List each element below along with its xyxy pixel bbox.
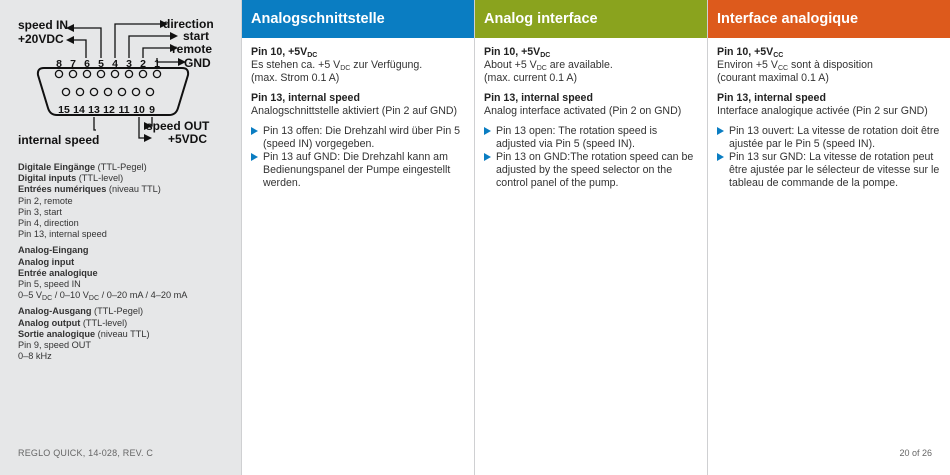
bullet-arrow-icon bbox=[717, 153, 724, 161]
legend-analog-input bbox=[18, 245, 236, 301]
legend-heading: Analog output bbox=[18, 317, 81, 328]
column-german bbox=[242, 0, 474, 475]
pin-number-4: 4 bbox=[112, 58, 118, 70]
pin13-heading: Pin 13, internal speed bbox=[251, 92, 360, 104]
pin13-text: Analog interface activated (Pin 2 on GND) bbox=[484, 105, 682, 117]
pin-number-15: 15 bbox=[58, 104, 70, 116]
legend-heading: Sortie analogique bbox=[18, 328, 96, 339]
bullet-item: Pin 13 on GND:The rotation speed can be adjusted by the speed selector on the control panel of the pump. bbox=[484, 151, 698, 190]
label-internal-speed: internal speed bbox=[18, 133, 100, 147]
pin13-text: Interface analogique activée (Pin 2 sur GND) bbox=[717, 105, 928, 117]
document-id: REGLO QUICK, 14-028, REV. C bbox=[18, 448, 154, 458]
pin-number-2: 2 bbox=[140, 58, 146, 70]
sidebar bbox=[0, 0, 241, 475]
pin-number-13: 13 bbox=[88, 104, 100, 116]
label-start: start bbox=[183, 29, 210, 43]
pin13-heading: Pin 13, internal speed bbox=[717, 92, 826, 104]
legend-heading: Digitale Eingänge bbox=[18, 162, 96, 172]
pin10-note: (max. Strom 0.1 A) bbox=[251, 72, 340, 84]
column-title: Analogschnittstelle bbox=[242, 0, 474, 38]
legend-note: (TTL-Pegel) bbox=[95, 162, 147, 172]
legend-heading: Analog-Ausgang bbox=[18, 306, 92, 317]
pin10-note: (max. current 0.1 A) bbox=[484, 72, 578, 84]
legend-item: Pin 5, speed IN bbox=[18, 279, 81, 290]
pin10-heading: Pin 10, $+5V_{DC}$ bbox=[251, 46, 318, 59]
bullet-arrow-icon bbox=[251, 127, 258, 135]
bullet-item: Pin 13 ouvert: La vitesse de rotation doit être ajustée par le Pin 5 (speed IN). bbox=[717, 125, 941, 151]
legend-note: (TTL-level) bbox=[80, 317, 128, 328]
legend-item: Pin 9, speed OUT bbox=[18, 340, 92, 351]
legend-heading: Entrée analogique bbox=[18, 267, 98, 278]
column-english bbox=[475, 0, 707, 475]
legend-note: (TTL-Pegel) bbox=[91, 306, 144, 317]
pin13-heading: Pin 13, internal speed bbox=[484, 92, 593, 104]
pin-number-14: 14 bbox=[73, 104, 85, 116]
pin10-text: About +5 $V_{DC}$ are available. bbox=[484, 59, 613, 72]
legend-item: Pin 13, internal speed bbox=[18, 229, 107, 240]
pin10-text: Es stehen ca. +5 $V_{DC}$ zur Verfügung. bbox=[251, 59, 423, 72]
label-speed-out: speed OUT bbox=[146, 119, 210, 133]
legend-item: Pin 4, direction bbox=[18, 218, 79, 229]
pin13-text: Analogschnittstelle aktiviert (Pin 2 auf GND) bbox=[251, 105, 458, 117]
bullet-item: Pin 13 open: The rotation speed is adjusted via Pin 5 (speed IN). bbox=[484, 125, 698, 151]
column-title: Interface analogique bbox=[708, 0, 950, 38]
bullet-arrow-icon bbox=[484, 153, 491, 161]
pin-number-9: 9 bbox=[149, 104, 155, 116]
pin10-note: (courant maximal 0.1 A) bbox=[717, 72, 829, 84]
legend-digital-inputs bbox=[18, 162, 236, 240]
pin10-heading: Pin 10, $+5V_{CC}$ bbox=[717, 46, 784, 59]
label-remote: remote bbox=[172, 42, 213, 56]
pin-number-3: 3 bbox=[126, 58, 132, 70]
legend-note: (niveau TTL) bbox=[106, 184, 161, 195]
label-5vdc: +5VDC bbox=[168, 132, 208, 146]
pin-number-7: 7 bbox=[70, 58, 76, 70]
label-gnd: GND bbox=[184, 56, 211, 70]
pin10-text: Environ +5 $V_{CC}$ sont à disposition bbox=[717, 59, 873, 72]
pin-number-11: 11 bbox=[118, 104, 130, 116]
legend-note: (TTL-level) bbox=[76, 173, 124, 184]
label-20vdc: +20VDC bbox=[18, 32, 64, 46]
legend-heading: Digital inputs bbox=[18, 173, 77, 184]
legend-item: 0–8 kHz bbox=[18, 351, 52, 362]
top-pin-holes bbox=[55, 70, 160, 77]
bullet-item: Pin 13 offen: Die Drehzahl wird über Pin 5 (speed IN) vorgegeben. bbox=[251, 125, 465, 151]
legend-heading: Entrées numériques bbox=[18, 184, 107, 195]
bullet-arrow-icon bbox=[484, 127, 491, 135]
label-direction: direction bbox=[163, 17, 214, 31]
legend-heading: Analog-Eingang bbox=[18, 245, 89, 256]
bullet-arrow-icon bbox=[251, 153, 258, 161]
pin-number-1: 1 bbox=[154, 58, 160, 70]
bullet-item: Pin 13 sur GND: La vitesse de rotation peut être ajustée par le sélecteur de vitesse sur le tableau de commande de la pompe. bbox=[717, 151, 941, 190]
label-speed-in: speed IN bbox=[18, 18, 69, 32]
legend-analog-output bbox=[18, 306, 236, 362]
legend-heading: Analog input bbox=[18, 256, 75, 267]
pin-number-6: 6 bbox=[84, 58, 90, 70]
legend-item: Pin 2, remote bbox=[18, 195, 73, 206]
bottom-pin-holes bbox=[62, 88, 153, 95]
bullet-arrow-icon bbox=[717, 127, 724, 135]
pin-number-8: 8 bbox=[56, 58, 62, 70]
legend-item: Pin 3, start bbox=[18, 206, 62, 217]
column-title: Analog interface bbox=[475, 0, 707, 38]
page-number: 20 of 26 bbox=[899, 448, 932, 458]
legend-note: (niveau TTL) bbox=[95, 328, 150, 339]
pin-number-5: 5 bbox=[98, 58, 104, 70]
pin-number-12: 12 bbox=[103, 104, 115, 116]
sub-d-connector-diagram bbox=[0, 0, 241, 150]
pin10-heading: Pin 10, $+5V_{DC}$ bbox=[484, 46, 551, 59]
column-french bbox=[708, 0, 950, 475]
bullet-item: Pin 13 auf GND: Die Drehzahl kann am Bedienungspanel der Pumpe eingestellt werden. bbox=[251, 151, 465, 190]
pin-legend bbox=[18, 162, 236, 367]
pin-number-10: 10 bbox=[133, 104, 145, 116]
legend-item-ranges: 0–5 $V_{DC} / 0-10$ $V_{DC} / 0-20$ mA / 4–20 mA bbox=[18, 290, 188, 303]
